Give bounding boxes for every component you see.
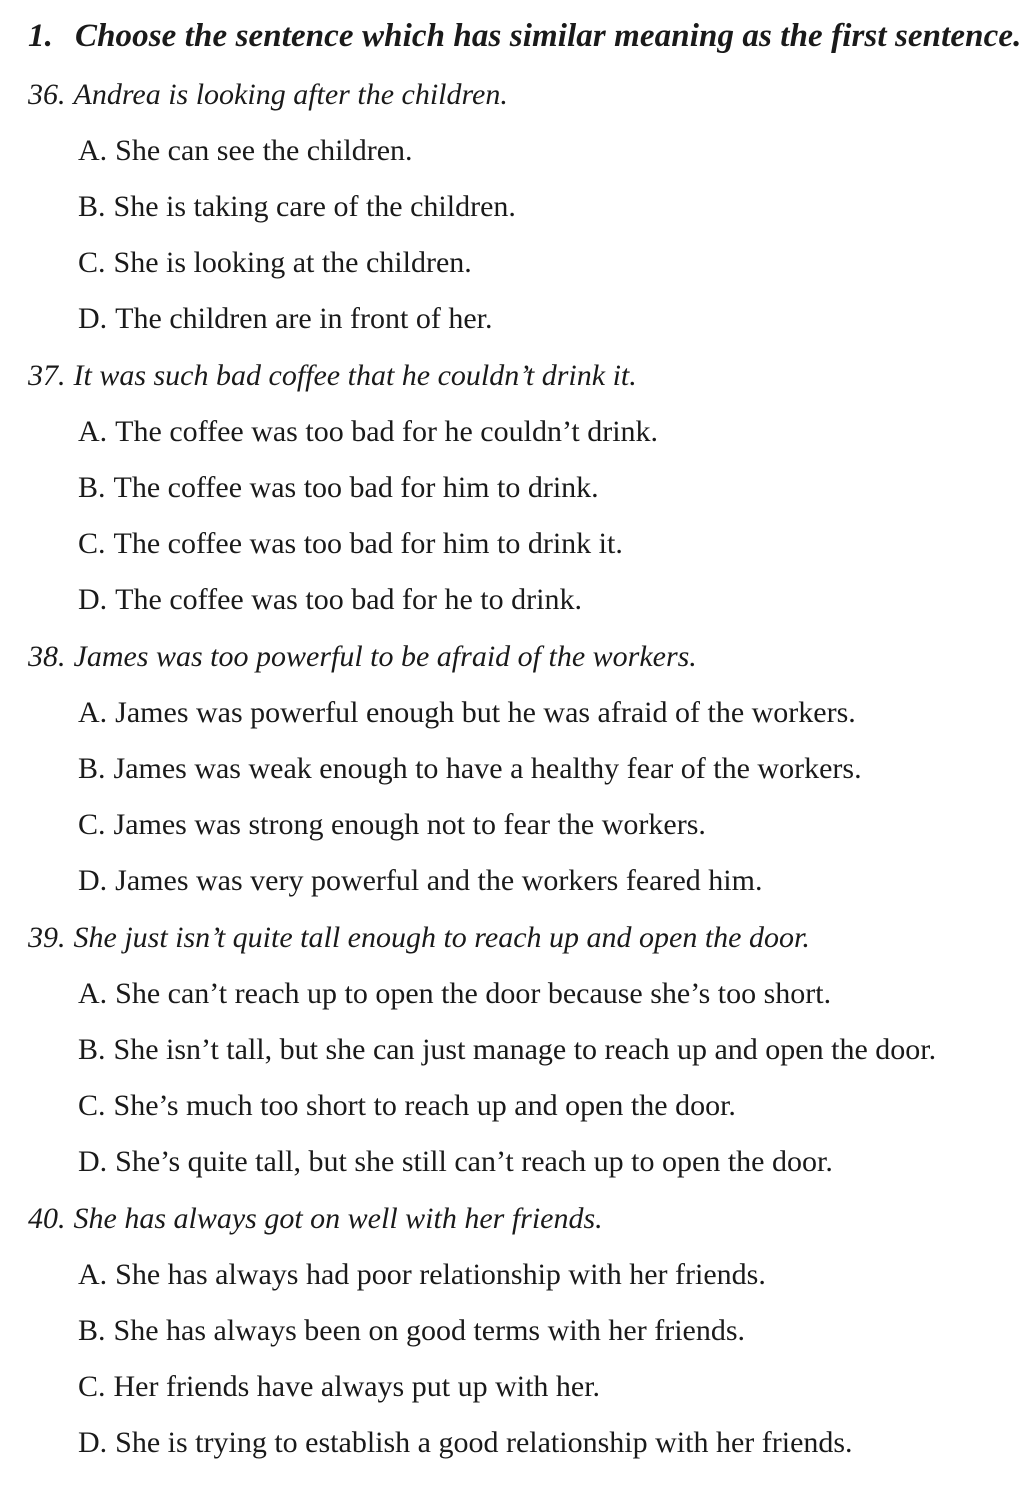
question-text: She just isn’t quite tall enough to reach up and open the door. — [73, 921, 810, 954]
option-text: James was very powerful and the workers feared him. — [115, 864, 763, 897]
question-stem — [28, 921, 810, 955]
question-text: She has always got on well with her friends. — [73, 1202, 603, 1235]
option-text: James was strong enough not to fear the workers. — [113, 808, 706, 841]
question-number: 38. — [28, 640, 66, 673]
option-a — [78, 415, 658, 449]
option-text: She has always had poor relationship with her friends. — [115, 1258, 766, 1291]
option-c — [78, 808, 706, 842]
question-stem — [28, 1202, 603, 1236]
option-d — [78, 1145, 833, 1179]
option-letter: C. — [78, 1370, 106, 1403]
option-text: James was powerful enough but he was afraid of the workers. — [115, 696, 856, 729]
exercise-number: 1. — [28, 18, 53, 54]
option-letter: C. — [78, 246, 106, 279]
option-letter: A. — [78, 415, 108, 448]
option-c — [78, 246, 472, 280]
option-text: The coffee was too bad for him to drink. — [113, 471, 599, 504]
option-text: Her friends have always put up with her. — [113, 1370, 601, 1403]
question-number: 37. — [28, 359, 66, 392]
option-letter: B. — [78, 190, 106, 223]
option-a — [78, 1258, 766, 1292]
option-text: The coffee was too bad for he to drink. — [115, 583, 582, 616]
option-text: She is taking care of the children. — [113, 190, 516, 223]
option-letter: C. — [78, 808, 106, 841]
option-letter: A. — [78, 977, 108, 1010]
option-c — [78, 1370, 600, 1404]
option-text: The children are in front of her. — [115, 302, 493, 335]
option-d — [78, 1426, 853, 1460]
option-letter: A. — [78, 134, 108, 167]
option-text: She is trying to establish a good relationship with her friends. — [115, 1426, 853, 1459]
option-letter: D. — [78, 583, 108, 616]
question-text: Andrea is looking after the children. — [73, 78, 508, 111]
option-a — [78, 977, 831, 1011]
option-d — [78, 583, 582, 617]
exercise-instruction: Choose the sentence which has similar meaning as the first sentence. — [74, 18, 1022, 54]
option-d — [78, 302, 493, 336]
option-letter: B. — [78, 471, 106, 504]
question-text: James was too powerful to be afraid of the workers. — [73, 640, 697, 673]
option-text: She can see the children. — [115, 134, 413, 167]
option-letter: C. — [78, 1089, 106, 1122]
option-text: She’s quite tall, but she still can’t reach up to open the door. — [115, 1145, 833, 1178]
question-stem — [28, 640, 697, 674]
option-letter: A. — [78, 696, 108, 729]
option-b — [78, 190, 516, 224]
question-number: 40. — [28, 1202, 66, 1235]
option-letter: B. — [78, 1033, 106, 1066]
question-stem — [28, 359, 637, 393]
option-letter: D. — [78, 1426, 108, 1459]
option-a — [78, 134, 413, 168]
option-letter: C. — [78, 527, 106, 560]
option-letter: B. — [78, 1314, 106, 1347]
option-c — [78, 1089, 736, 1123]
option-d — [78, 864, 762, 898]
option-c — [78, 527, 623, 561]
question-number: 39. — [28, 921, 66, 954]
option-text: She isn’t tall, but she can just manage to reach up and open the door. — [113, 1033, 937, 1066]
question-text: It was such bad coffee that he couldn’t drink it. — [73, 359, 637, 392]
exercise-heading — [28, 18, 1021, 55]
option-b — [78, 1033, 936, 1067]
option-text: She’s much too short to reach up and open the door. — [113, 1089, 736, 1122]
option-text: She has always been on good terms with her friends. — [113, 1314, 746, 1347]
option-b — [78, 471, 599, 505]
option-letter: A. — [78, 1258, 108, 1291]
option-letter: D. — [78, 864, 108, 897]
question-stem — [28, 78, 508, 112]
option-letter: D. — [78, 302, 108, 335]
option-text: James was weak enough to have a healthy fear of the workers. — [113, 752, 862, 785]
option-letter: B. — [78, 752, 106, 785]
option-text: The coffee was too bad for him to drink it. — [113, 527, 623, 560]
option-letter: D. — [78, 1145, 108, 1178]
option-a — [78, 696, 856, 730]
option-text: The coffee was too bad for he couldn’t drink. — [115, 415, 659, 448]
option-text: She is looking at the children. — [113, 246, 472, 279]
option-b — [78, 1314, 745, 1348]
option-text: She can’t reach up to open the door because she’s too short. — [115, 977, 832, 1010]
question-number: 36. — [28, 78, 66, 111]
option-b — [78, 752, 862, 786]
